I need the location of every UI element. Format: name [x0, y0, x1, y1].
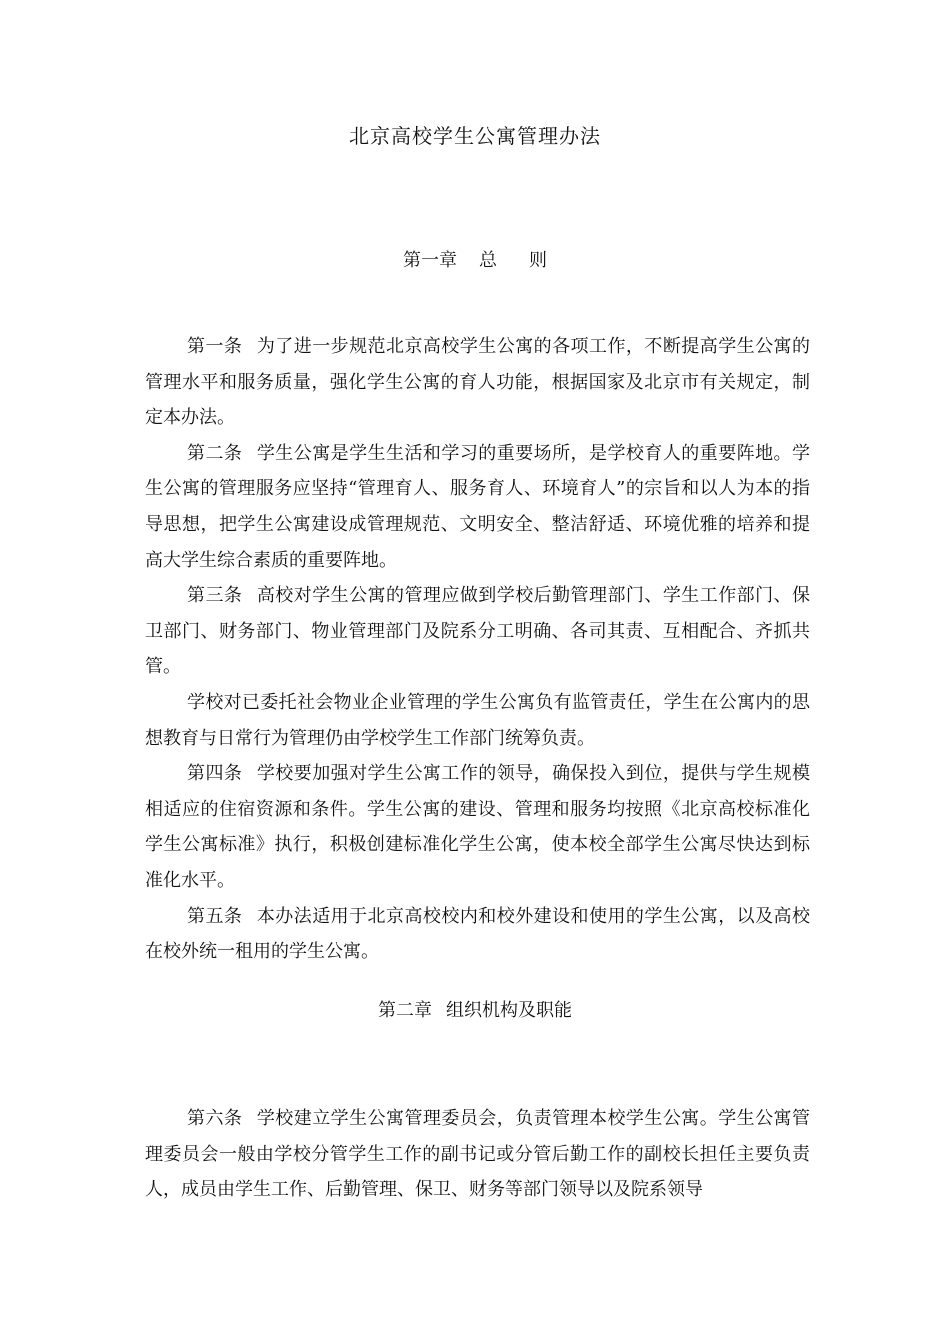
- article-label: 第三条: [187, 585, 243, 607]
- article-6: [145, 1101, 810, 1208]
- article-3: [145, 578, 810, 685]
- article-text: 学生公寓是学生生活和学习的重要场所，是学校育人的重要阵地。学生公寓的管理服务应坚持“管理育人、服务育人、环境育人”的宗旨和以人为本的指导思想，把学生公寓建设成管理规范、文明安全、整洁舒适、环境优雅的培养和提高大学生综合素质的重要阵地。: [145, 442, 811, 571]
- chapter-2-label: 第二章: [378, 1000, 432, 1021]
- article-4: [145, 756, 810, 898]
- article-text: 为了进一步规范北京高校学生公寓的各项工作，不断提高学生公寓的管理水平和服务质量，强化学生公寓的育人功能，根据国家及北京市有关规定，制定本办法。: [145, 336, 811, 429]
- article-label: 第一条: [187, 336, 243, 357]
- article-3-paragraph-2: [145, 685, 810, 756]
- chapter-2-name: 组织机构及职能: [446, 1000, 572, 1021]
- article-text: 学校要加强对学生公寓工作的领导，确保投入到位，提供与学生规模相适应的住宿资源和条件。学生公寓的建设、管理和服务均按照《北京高校标准化学生公寓标准》执行，积极创建标准化学生公寓，使本校全部学生公寓尽快达到标准化水平。: [145, 763, 811, 891]
- article-1: [145, 329, 810, 436]
- article-text: 学校建立学生公寓管理委员会，负责管理本校学生公寓。学生公寓管理委员会一般由学校分管学生工作的副书记或分管后勤工作的副校长担任主要负责人，成员由学生工作、后勤管理、保卫、财务等部门领导以及院系领导: [145, 1108, 811, 1201]
- article-2: [145, 436, 810, 578]
- chapter-2-body: [145, 1101, 810, 1208]
- article-5: [145, 899, 810, 970]
- chapter-2-heading: [0, 998, 950, 1024]
- article-label: 第四条: [187, 763, 243, 785]
- chapter-1-word-2: 则: [529, 250, 547, 271]
- article-text: 高校对学生公寓的管理应做到学校后勤管理部门、学生工作部门、保卫部门、财务部门、物业管理部门及院系分工明确、各司其责、互相配合、齐抓共管。: [145, 585, 811, 678]
- article-label: 第二条: [187, 442, 243, 464]
- chapter-1-heading: [0, 248, 950, 274]
- article-text: 本办法适用于北京高校校内和校外建设和使用的学生公寓，以及高校在校外统一租用的学生公寓。: [145, 905, 811, 963]
- article-label: 第五条: [187, 905, 243, 927]
- chapter-1-label: 第一章: [403, 250, 457, 271]
- chapter-1-word-1: 总: [479, 250, 497, 271]
- chapter-1-body: [145, 329, 810, 970]
- article-text: 学校对已委托社会物业企业管理的学生公寓负有监管责任，学生在公寓内的思想教育与日常行为管理仍由学校学生工作部门统筹负责。: [145, 691, 810, 749]
- document-title: 北京高校学生公寓管理办法: [349, 124, 601, 148]
- article-label: 第六条: [187, 1108, 243, 1129]
